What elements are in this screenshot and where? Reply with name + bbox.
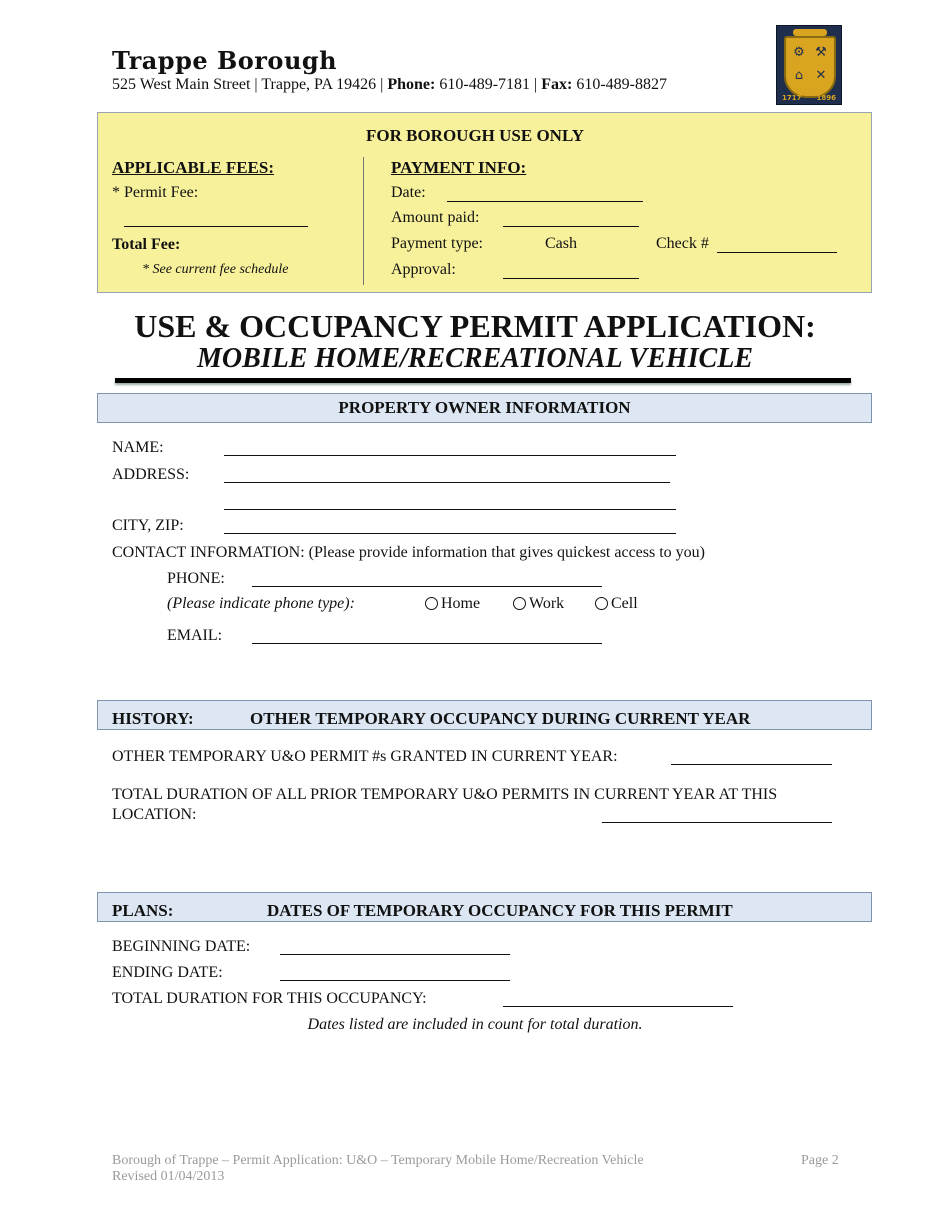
seal-shield-icon: [784, 36, 836, 98]
phone-type-cell-label: Cell: [611, 595, 638, 612]
total-fee-label: Total Fee:: [112, 236, 181, 253]
phone-type-work-label: Work: [529, 595, 565, 612]
check-number-label: Check #: [656, 235, 709, 252]
owner-email-field[interactable]: [252, 629, 602, 644]
payment-type-label: Payment type:: [391, 235, 483, 252]
phone-type-home-label: Home: [441, 595, 481, 612]
owner-address-label: ADDRESS:: [112, 466, 190, 483]
total-duration-field[interactable]: [503, 992, 733, 1007]
fax-number: 610-489-8827: [576, 76, 667, 93]
owner-name-field[interactable]: [224, 441, 676, 456]
beginning-date-field[interactable]: [280, 940, 510, 955]
owner-email-label: EMAIL:: [167, 627, 223, 644]
seal-building-icon: ⌂: [794, 68, 804, 83]
ending-date-field[interactable]: [280, 966, 510, 981]
permit-fee-field[interactable]: [124, 212, 308, 227]
payment-date-label: Date:: [391, 184, 426, 201]
cash-option[interactable]: Cash: [545, 235, 577, 252]
title-rule: [115, 378, 851, 383]
beginning-date-label: BEGINNING DATE:: [112, 938, 251, 955]
other-permits-label: OTHER TEMPORARY U&O PERMIT #s GRANTED IN CURRENT YEAR:: [112, 748, 618, 765]
phone-type-home-radio[interactable]: [425, 597, 438, 610]
footer-document-title: Borough of Trappe – Permit Application: U&O – Temporary Mobile Home/Recreation Vehicle: [112, 1153, 644, 1168]
plans-section-header: [97, 892, 872, 922]
seal-wagon-icon: ⚙: [793, 45, 805, 60]
address-text: 525 West Main Street | Trappe, PA 19426 |: [112, 76, 384, 93]
contact-info-label: CONTACT INFORMATION: (Please provide information that gives quickest access to you): [112, 544, 705, 561]
owner-address-field-1[interactable]: [224, 468, 670, 483]
approval-label: Approval:: [391, 261, 456, 278]
footer-revised-date: Revised 01/04/2013: [112, 1169, 225, 1184]
owner-city-label: CITY, ZIP:: [112, 517, 184, 534]
page-subtitle: MOBILE HOME/RECREATIONAL VEHICLE: [197, 343, 753, 374]
owner-section-title: PROPERTY OWNER INFORMATION: [338, 398, 631, 417]
phone-number: 610-489-7181 |: [439, 76, 538, 93]
total-duration-label: TOTAL DURATION FOR THIS OCCUPANCY:: [112, 990, 427, 1007]
owner-address-field-2[interactable]: [224, 495, 676, 510]
phone-type-cell[interactable]: [595, 595, 638, 613]
prior-duration-field[interactable]: [602, 808, 832, 823]
phone-type-cell-radio[interactable]: [595, 597, 608, 610]
prior-duration-label-line1: TOTAL DURATION OF ALL PRIOR TEMPORARY U&O PERMITS IN CURRENT YEAR AT THIS: [112, 786, 778, 803]
borough-seal-logo: [776, 25, 842, 105]
seal-plow-icon: ⚒: [815, 45, 827, 60]
permit-fee-label: * Permit Fee:: [112, 184, 199, 201]
payment-date-field[interactable]: [447, 187, 643, 202]
owner-phone-field[interactable]: [252, 572, 602, 587]
borough-name: Trappe Borough: [112, 46, 338, 75]
ending-date-label: ENDING DATE:: [112, 964, 223, 981]
owner-phone-label: PHONE:: [167, 570, 225, 587]
other-permits-field[interactable]: [671, 750, 832, 765]
owner-city-field[interactable]: [224, 519, 676, 534]
history-section-title: OTHER TEMPORARY OCCUPANCY DURING CURRENT YEAR: [250, 709, 751, 728]
owner-section-header: [97, 393, 872, 423]
approval-field[interactable]: [503, 264, 639, 279]
phone-type-label: (Please indicate phone type):: [167, 595, 355, 612]
plans-label: PLANS:: [112, 901, 174, 920]
seal-year-right: 1896: [816, 94, 836, 102]
amount-paid-field[interactable]: [503, 212, 639, 227]
box-divider: [363, 157, 364, 285]
dates-note: Dates listed are included in count for total duration.: [307, 1016, 643, 1033]
phone-label: Phone:: [387, 76, 436, 93]
page-title: USE & OCCUPANCY PERMIT APPLICATION:: [134, 308, 816, 344]
fees-heading: APPLICABLE FEES:: [112, 158, 274, 177]
seal-tools-icon: ✕: [815, 68, 827, 83]
history-label: HISTORY:: [112, 709, 194, 728]
seal-ribbon: [793, 29, 827, 36]
borough-use-title: FOR BOROUGH USE ONLY: [365, 126, 585, 145]
phone-type-home[interactable]: [425, 595, 480, 613]
phone-type-work-radio[interactable]: [513, 597, 526, 610]
check-number-field[interactable]: [717, 238, 837, 253]
history-section-header: [97, 700, 872, 730]
fee-schedule-note: * See current fee schedule: [142, 262, 289, 277]
amount-paid-label: Amount paid:: [391, 209, 480, 226]
owner-name-label: NAME:: [112, 439, 164, 456]
footer-page-number: Page 2: [801, 1153, 839, 1168]
plans-section-title: DATES OF TEMPORARY OCCUPANCY FOR THIS PERMIT: [267, 901, 733, 920]
payment-heading: PAYMENT INFO:: [391, 158, 527, 177]
fax-label: Fax:: [541, 76, 573, 93]
phone-type-work[interactable]: [513, 595, 564, 613]
borough-address-line: [112, 76, 667, 94]
prior-duration-label-line2: LOCATION:: [112, 806, 197, 823]
seal-year-left: 1717: [782, 94, 802, 102]
